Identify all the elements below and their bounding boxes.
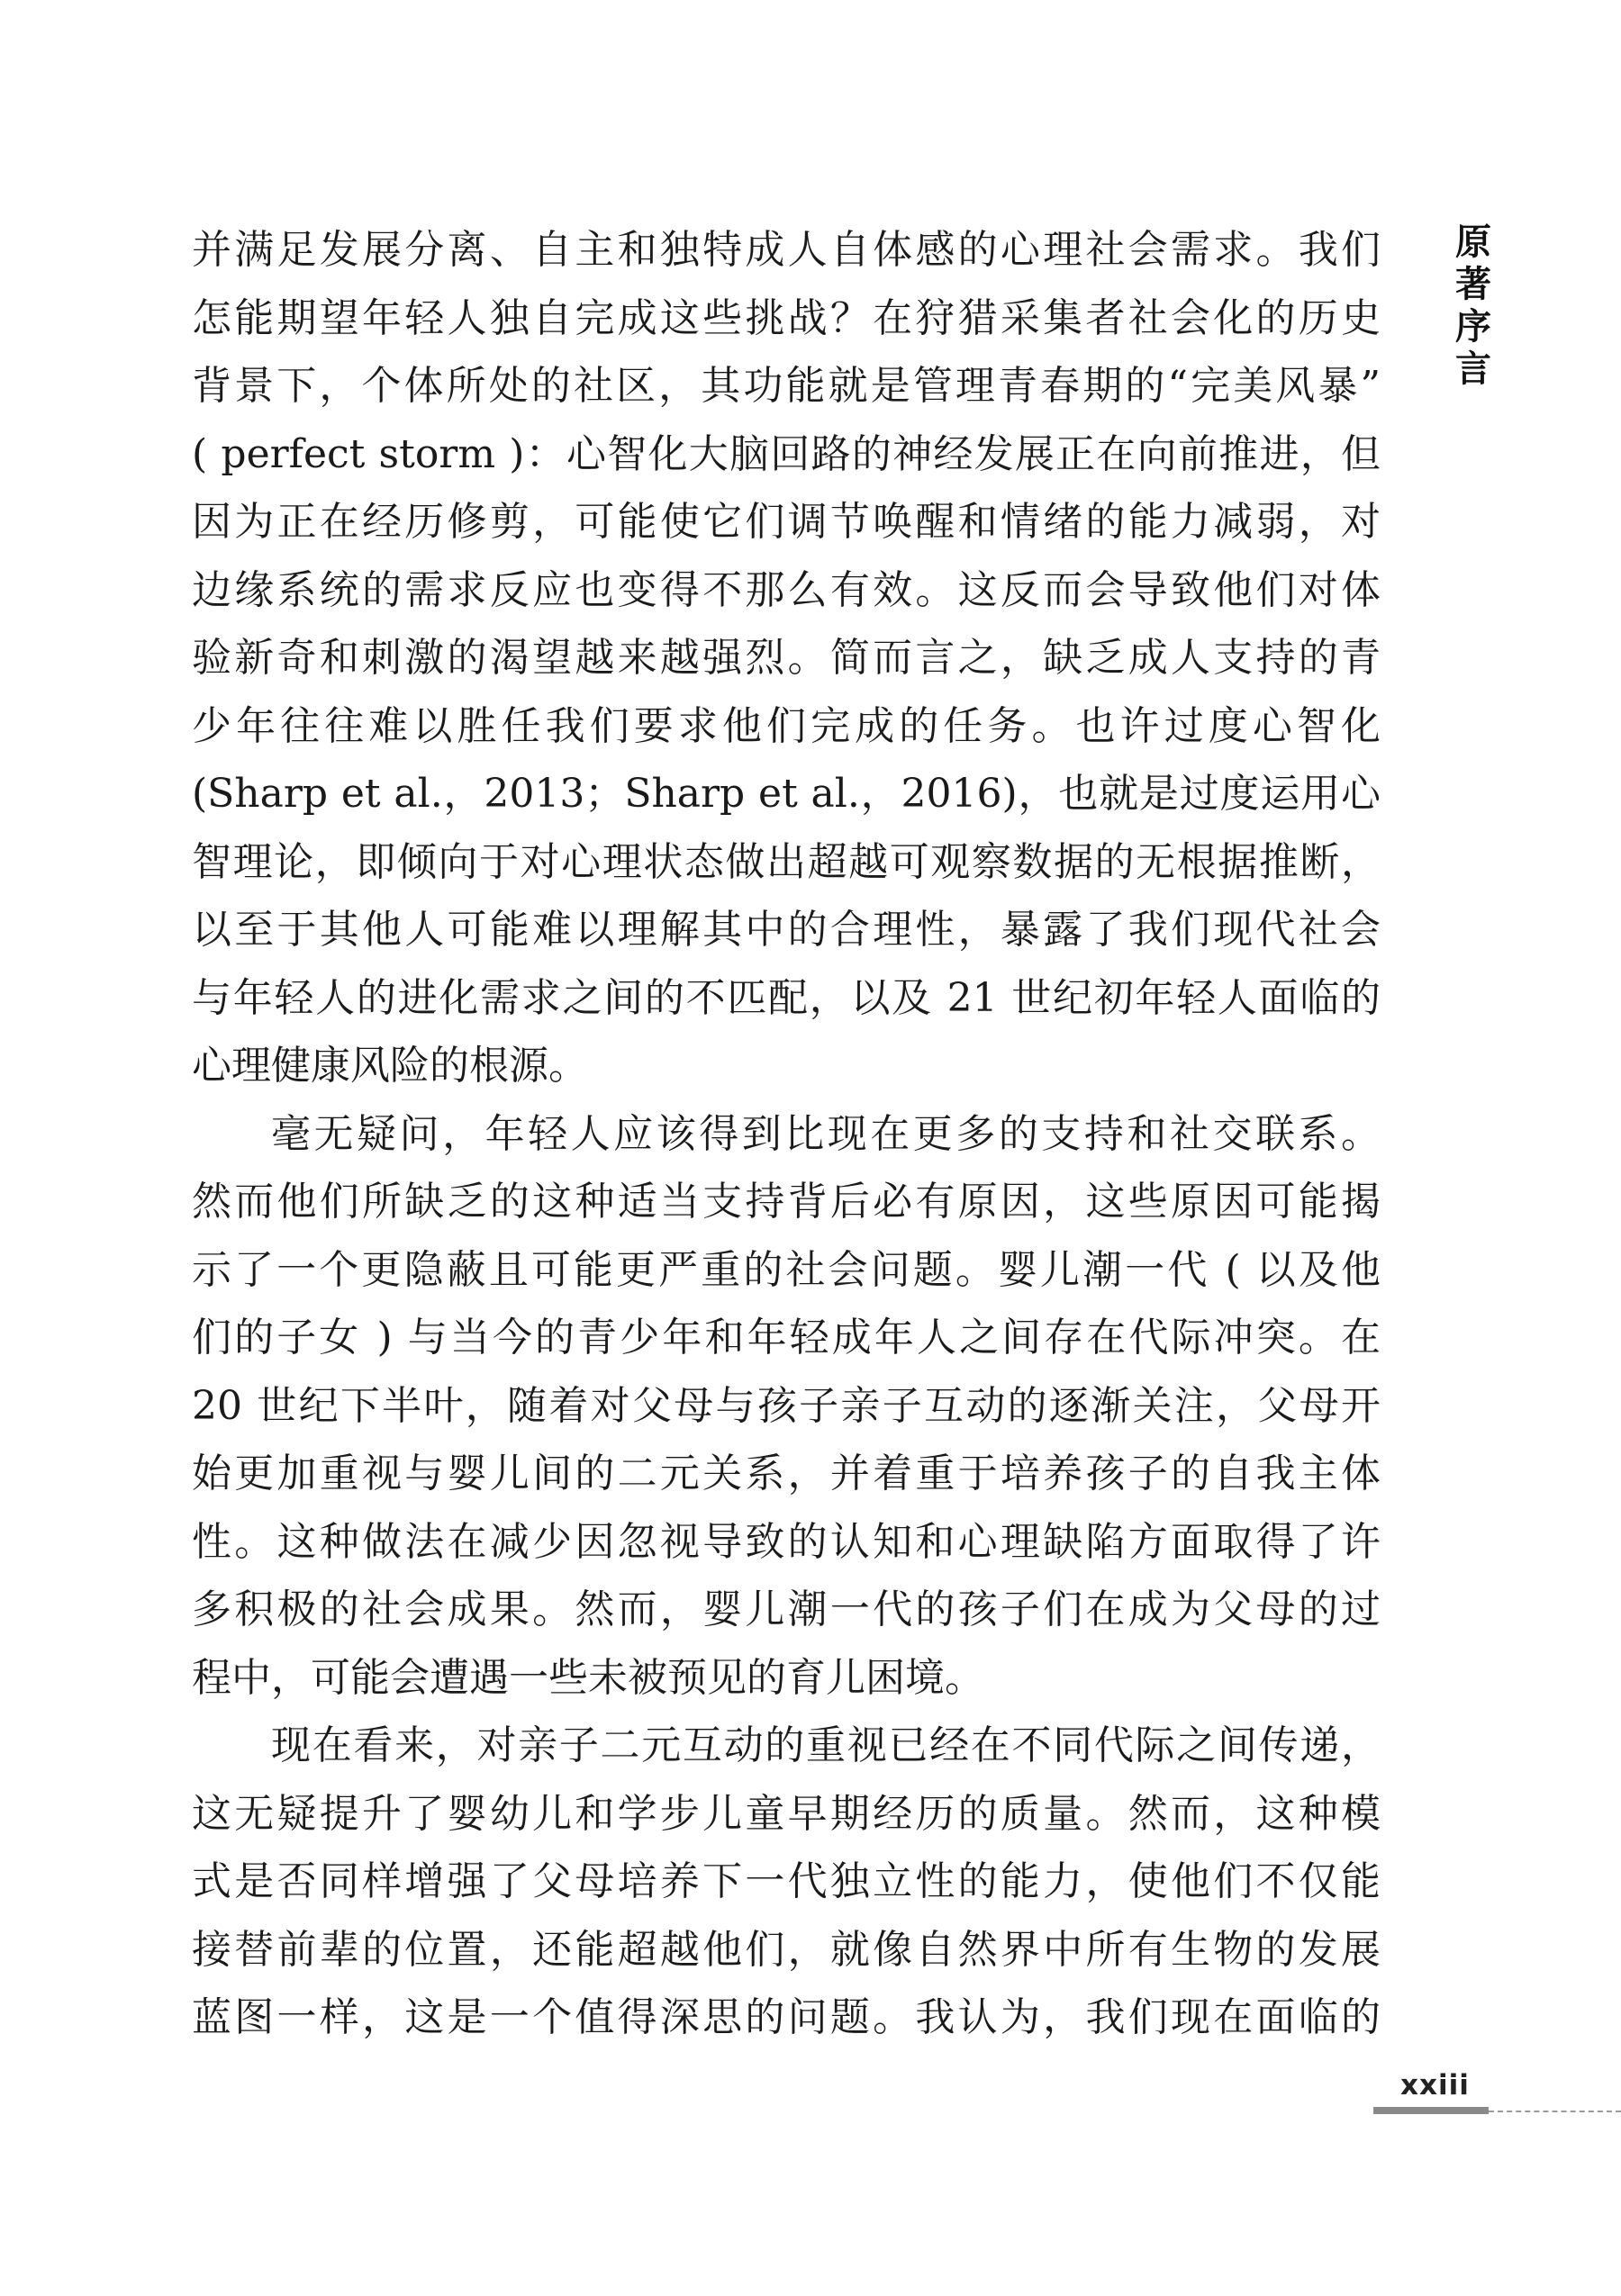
text-line: 并满足发展分离、自主和独特成人自体感的心理社会需求。我们 xyxy=(192,227,1381,273)
text-line: 验新奇和刺激的渴望越来越强烈。简而言之，缺乏成人支持的青 xyxy=(192,635,1381,681)
text-line: 怎能期望年轻人独自完成这些挑战？在狩猎采集者社会化的历史 xyxy=(192,294,1381,341)
text-line: ( perfect storm )：心智化大脑回路的神经发展正在向前推进，但 xyxy=(192,430,1381,477)
text-line: 现在看来，对亲子二元互动的重视已经在不同代际之间传递， xyxy=(271,1722,1381,1768)
section-header-char: 言 xyxy=(1455,348,1491,390)
text-line: 与年轻人的进化需求之间的不匹配，以及 21 世纪初年轻人面临的 xyxy=(192,974,1381,1021)
text-line: 示了一个更隐蔽且可能更严重的社会问题。婴儿潮一代 ( 以及他 xyxy=(192,1246,1381,1293)
text-line: 边缘系统的需求反应也变得不那么有效。这反而会导致他们对体 xyxy=(192,566,1381,613)
text-line: 以至于其他人可能难以理解其中的合理性，暴露了我们现代社会 xyxy=(192,907,1381,953)
text-line: 蓝图一样，这是一个值得深思的问题。我认为，我们现在面临的 xyxy=(192,1994,1381,2040)
footer-dashed-rule xyxy=(1489,2111,1621,2112)
text-line: (Sharp et al.，2013；Sharp et al.，2016)，也就是过度运用心 xyxy=(192,771,1381,817)
text-line: 背景下，个体所处的社区，其功能就是管理青春期的“完美风暴” xyxy=(192,363,1381,409)
text-line: 式是否同样增强了父母培养下一代独立性的能力，使他们不仅能 xyxy=(192,1858,1381,1904)
section-header-char: 序 xyxy=(1455,306,1491,348)
text-line: 心理健康风险的根源。 xyxy=(192,1043,588,1089)
text-line: 们的子女 ) 与当今的青少年和年轻成年人之间存在代际冲突。在 xyxy=(192,1315,1381,1360)
text-line: 毫无疑问，年轻人应该得到比现在更多的支持和社交联系。 xyxy=(271,1110,1381,1157)
text-line: 因为正在经历修剪，可能使它们调节唤醒和情绪的能力减弱，对 xyxy=(192,499,1381,545)
body-text xyxy=(192,216,1381,2052)
text-line: 然而他们所缺乏的这种适当支持背后必有原因，这些原因可能揭 xyxy=(192,1179,1381,1225)
text-line: 始更加重视与婴儿间的二元关系，并着重于培养孩子的自我主体 xyxy=(192,1451,1381,1496)
text-line: 接替前辈的位置，还能超越他们，就像自然界中所有生物的发展 xyxy=(192,1926,1381,1973)
page-number: xxiii xyxy=(1400,2069,1470,2102)
text-line: 这无疑提升了婴幼儿和学步儿童早期经历的质量。然而，这种模 xyxy=(192,1790,1381,1837)
section-header-char: 著 xyxy=(1455,264,1491,305)
section-header xyxy=(1450,221,1497,391)
section-header-char: 原 xyxy=(1455,221,1491,263)
footer-rule xyxy=(1373,2107,1489,2114)
text-line: 程中，可能会遭遇一些未被预见的育儿困境。 xyxy=(192,1654,984,1701)
text-line: 性。这种做法在减少因忽视导致的认知和心理缺陷方面取得了许 xyxy=(192,1518,1381,1565)
text-line: 多积极的社会成果。然而，婴儿潮一代的孩子们在成为父母的过 xyxy=(192,1586,1381,1632)
text-line: 少年往往难以胜任我们要求他们完成的任务。也许过度心智化 xyxy=(192,702,1381,749)
text-line: 智理论，即倾向于对心理状态做出超越可观察数据的无根据推断， xyxy=(192,838,1381,885)
text-line: 20 世纪下半叶，随着对父母与孩子亲子互动的逐渐关注，父母开 xyxy=(192,1382,1381,1429)
